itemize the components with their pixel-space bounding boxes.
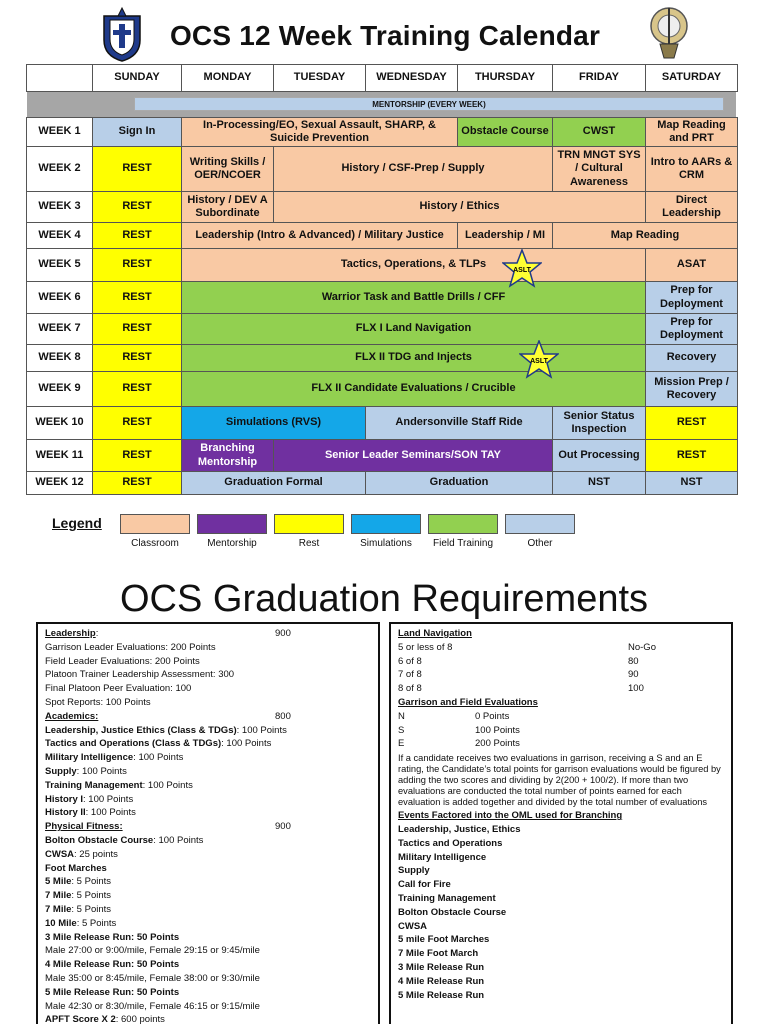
requirement-value: 100 Points [475, 724, 520, 736]
requirement-row [398, 696, 724, 710]
week-row [27, 282, 738, 314]
requirement-row [398, 975, 724, 989]
requirement-row [398, 906, 724, 920]
week-row [27, 147, 738, 192]
week-label: WEEK 12 [27, 472, 93, 495]
calendar-cell: TRN MNGT SYS / Cultural Awareness [553, 147, 646, 192]
requirement-text: Events Factored into the OML used for Branching [398, 810, 623, 822]
requirement-row [45, 641, 371, 655]
calendar-cell: Andersonville Staff Ride [366, 407, 553, 440]
requirement-text: N [398, 710, 405, 722]
requirement-row [45, 793, 371, 807]
requirement-text: Bolton Obstacle Course [398, 906, 507, 918]
aslt-star-icon [519, 340, 559, 380]
calendar-cell: REST [93, 372, 182, 407]
day-header: TUESDAY [274, 65, 366, 92]
day-header: SATURDAY [646, 65, 738, 92]
week-row [27, 249, 738, 282]
calendar-cell: REST [93, 407, 182, 440]
requirement-row [398, 655, 724, 669]
requirement-row [45, 862, 371, 876]
training-calendar [26, 64, 738, 495]
calendar-cell: Branching Mentorship [182, 440, 274, 472]
requirement-row [398, 961, 724, 975]
calendar-cell: CWST [553, 118, 646, 147]
requirement-text: : 100 Points [142, 779, 193, 791]
week-row [27, 407, 738, 440]
requirement-value: 90 [628, 669, 639, 681]
day-header: SUNDAY [93, 65, 182, 92]
requirement-row [398, 823, 724, 837]
requirement-text: Platoon Trainer Leadership Assessment: 300 [45, 669, 235, 681]
requirement-row [45, 655, 371, 669]
legend-title: Legend [52, 515, 102, 531]
calendar-cell: Sign In [93, 118, 182, 147]
calendar-cell: NST [646, 472, 738, 495]
requirement-text: 5 mile Foot Marches [398, 934, 490, 946]
requirement-row [398, 737, 724, 751]
requirement-text: Male 42:30 or 8:30/mile, Female 46:15 or 9:15/mile [45, 1000, 260, 1012]
week-label: WEEK 4 [27, 223, 93, 249]
requirement-text: CWSA [398, 920, 428, 932]
requirement-text: Tactics and Operations (Class & TDGs) [45, 738, 222, 750]
requirement-text: 10 Mile [45, 917, 77, 929]
requirement-row [45, 668, 371, 682]
requirement-text: 5 Mile [45, 876, 72, 888]
requirement-text: : 100 Points [153, 834, 204, 846]
calendar-cell: Senior Status Inspection [553, 407, 646, 440]
legend-swatch [274, 514, 344, 534]
requirement-text: Male 35:00 or 8:45/mile, Female 38:00 or 9:30/mile [45, 972, 260, 984]
calendar-cell: REST [93, 147, 182, 192]
requirements-left-panel [36, 622, 380, 1024]
requirement-row [398, 878, 724, 892]
requirement-row [398, 851, 724, 865]
calendar-cell: FLX II TDG and Injects [182, 345, 646, 372]
calendar-cell: History / CSF-Prep / Supply [274, 147, 553, 192]
requirement-text: : 100 Points [236, 724, 287, 736]
requirement-row [45, 944, 371, 958]
week-label: WEEK 2 [27, 147, 93, 192]
requirement-text: Final Platoon Peer Evaluation: 100 [45, 683, 192, 695]
week-label: WEEK 5 [27, 249, 93, 282]
requirement-value: 80 [628, 655, 639, 667]
day-header: FRIDAY [553, 65, 646, 92]
calendar-cell: REST [646, 440, 738, 472]
requirement-text: 5 Mile Release Run [398, 989, 485, 1001]
calendar-cell: Direct Leadership [646, 192, 738, 223]
requirement-text: Supply [398, 865, 430, 877]
requirement-text: 3 Mile Release Run: 50 Points [45, 931, 180, 943]
requirement-row [398, 892, 724, 906]
requirement-row [45, 751, 371, 765]
calendar-cell: REST [646, 407, 738, 440]
calendar-cell: Prep for Deployment [646, 282, 738, 314]
week-label: WEEK 11 [27, 440, 93, 472]
requirement-text: 4 Mile Release Run [398, 975, 485, 987]
day-header: WEDNESDAY [366, 65, 458, 92]
requirement-text: : 100 Points [83, 793, 134, 805]
week-label: WEEK 3 [27, 192, 93, 223]
calendar-cell: REST [93, 192, 182, 223]
requirement-text: Leadership [45, 628, 96, 639]
calendar-cell: Mission Prep / Recovery [646, 372, 738, 407]
requirement-text: : 5 Points [71, 876, 112, 888]
mentorship-band: MENTORSHIP (EVERY WEEK) [134, 97, 724, 111]
legend-label: Simulations [360, 538, 412, 549]
corner-cell [27, 65, 93, 92]
requirement-text: 8 of 8 [398, 683, 422, 695]
week-label: WEEK 8 [27, 345, 93, 372]
requirement-row [45, 917, 371, 931]
requirement-text: Spot Reports: 100 Points [45, 696, 151, 708]
requirement-row [398, 933, 724, 947]
calendar-cell: Tactics, Operations, & TLPs [182, 249, 646, 282]
requirement-row [45, 958, 371, 972]
requirement-text: Foot Marches [45, 862, 107, 874]
requirement-text: 3 Mile Release Run [398, 961, 485, 973]
requirement-text: : 5 Points [71, 890, 112, 902]
requirement-text: Training Management [398, 892, 496, 904]
requirement-text: Bolton Obstacle Course [45, 834, 154, 846]
calendar-cell: Graduation [366, 472, 553, 495]
week-row [27, 345, 738, 372]
calendar-cell: REST [93, 249, 182, 282]
requirement-text: : 100 Points [221, 738, 272, 750]
calendar-cell: Map Reading and PRT [646, 118, 738, 147]
requirement-text: Supply [45, 765, 77, 777]
requirement-row [45, 972, 371, 986]
requirement-text: Garrison and Field Evaluations [398, 696, 538, 708]
requirement-text: 7 Mile [45, 903, 72, 915]
requirement-value: 900 [275, 628, 291, 639]
calendar-cell: Warrior Task and Battle Drills / CFF [182, 282, 646, 314]
requirement-value: 100 [628, 683, 644, 695]
week-row [27, 314, 738, 345]
requirement-value: 900 [275, 821, 291, 833]
calendar-cell: Graduation Formal [182, 472, 366, 495]
requirement-row [45, 737, 371, 751]
requirement-text: : 5 Points [76, 917, 117, 929]
requirement-text: 7 of 8 [398, 669, 422, 681]
legend-swatch [505, 514, 575, 534]
requirement-row [45, 986, 371, 1000]
requirement-row [398, 920, 724, 934]
requirement-value: 800 [275, 710, 291, 722]
legend-label: Mentorship [207, 538, 257, 549]
requirement-text: : 100 Points [76, 765, 127, 777]
calendar-cell: Leadership (Intro & Advanced) / Military Justice [182, 223, 458, 249]
requirement-text: Academics: [45, 710, 99, 722]
day-header: THURSDAY [458, 65, 553, 92]
calendar-cell: NST [553, 472, 646, 495]
calendar-cell: Writing Skills / OER/NCOER [182, 147, 274, 192]
calendar-cell: History / Ethics [274, 192, 646, 223]
requirement-text: 7 Mile Foot March [398, 948, 479, 960]
requirement-text: : 600 points [115, 1014, 165, 1024]
week-label: WEEK 10 [27, 407, 93, 440]
requirement-row [45, 682, 371, 696]
calendar-cell: FLX II Candidate Evaluations / Crucible [182, 372, 646, 407]
calendar-cell: REST [93, 440, 182, 472]
requirement-row [398, 641, 724, 655]
calendar-cell: Obstacle Course [458, 118, 553, 147]
week-label: WEEK 7 [27, 314, 93, 345]
requirement-text: 5 or less of 8 [398, 641, 453, 653]
requirement-text: 7 Mile [45, 890, 72, 902]
aslt-star-icon [502, 249, 542, 289]
requirement-row [45, 724, 371, 738]
requirement-row [45, 875, 371, 889]
aslt-badge-label: ASLT [530, 358, 548, 365]
calendar-cell: Simulations (RVS) [182, 407, 366, 440]
requirement-row [45, 848, 371, 862]
requirement-row [398, 809, 724, 823]
requirement-row [45, 779, 371, 793]
requirement-text: 5 Mile Release Run: 50 Points [45, 986, 180, 998]
requirement-text: APFT Score X 2 [45, 1014, 116, 1024]
legend-label: Field Training [432, 538, 494, 549]
requirement-row [398, 668, 724, 682]
calendar-cell: Intro to AARs & CRM [646, 147, 738, 192]
aslt-badge-label: ASLT [513, 267, 531, 274]
requirement-row [45, 1000, 371, 1014]
requirement-row [398, 710, 724, 724]
requirement-text: Military Intelligence [398, 851, 487, 863]
calendar-cell: Prep for Deployment [646, 314, 738, 345]
requirement-text: Physical Fitness: [45, 821, 123, 833]
legend-label: Classroom [131, 538, 179, 549]
requirement-text: Leadership, Justice, Ethics [398, 823, 521, 835]
page-title: OCS 12 Week Training Calendar [169, 20, 601, 51]
requirement-row [45, 889, 371, 903]
week-row [27, 223, 738, 249]
requirement-row [45, 806, 371, 820]
requirement-row [45, 820, 371, 834]
legend-swatch [197, 514, 267, 534]
legend-label: Other [527, 538, 553, 549]
requirement-text: 4 Mile Release Run: 50 Points [45, 959, 180, 971]
requirement-row [45, 710, 371, 724]
calendar-cell: ASAT [646, 249, 738, 282]
calendar-cell: REST [93, 314, 182, 345]
requirement-text: : [95, 628, 99, 639]
requirement-text: Tactics and Operations [398, 837, 503, 849]
requirement-value: 0 Points [475, 710, 510, 722]
requirement-text: Field Leader Evaluations: 200 Points [45, 655, 200, 667]
requirement-text: History II [45, 807, 86, 819]
calendar-cell: REST [93, 282, 182, 314]
calendar-cell: REST [93, 472, 182, 495]
requirement-text: Leadership, Justice Ethics (Class & TDGs) [45, 724, 237, 736]
requirement-value: No-Go [628, 641, 656, 653]
calendar-cell: FLX I Land Navigation [182, 314, 646, 345]
calendar-cell: Leadership / MI [458, 223, 553, 249]
week-row [27, 192, 738, 223]
requirement-text: Male 27:00 or 9:00/mile, Female 29:15 or 9:45/mile [45, 945, 260, 957]
evaluation-note: If a candidate receives two evaluations in garrison, receiving a S and an E rating, the Candidate’s total points for garrison evaluations would be figured by adding the two scores and dividing by 2(200 + 100/2). If more than two evaluations are conducted the total number of points earned for each evaluation is added together and divided by the total number of evaluations [398, 753, 721, 808]
requirement-row [398, 724, 724, 738]
requirements-right-panel [389, 622, 733, 1024]
requirement-row [398, 682, 724, 696]
requirement-text: Call for Fire [398, 879, 451, 891]
requirement-text: CWSA [45, 848, 75, 860]
requirements-title: OCS Graduation Requirements [119, 578, 649, 620]
week-label: WEEK 1 [27, 118, 93, 147]
requirement-row [398, 837, 724, 851]
calendar-cell: Out Processing [553, 440, 646, 472]
calendar-cell: Map Reading [553, 223, 738, 249]
legend-swatch [120, 514, 190, 534]
calendar-cell: History / DEV A Subordinate [182, 192, 274, 223]
requirement-text: History I [45, 793, 84, 805]
requirement-text: : 100 Points [133, 752, 184, 764]
week-row [27, 372, 738, 407]
calendar-cell: Recovery [646, 345, 738, 372]
week-row [27, 440, 738, 472]
calendar-cell: REST [93, 223, 182, 249]
ocs-crest-icon [100, 6, 144, 62]
week-row [27, 118, 738, 147]
day-header: MONDAY [182, 65, 274, 92]
requirement-row [398, 989, 724, 1003]
infantry-crest-icon [646, 4, 692, 62]
legend-swatch [428, 514, 498, 534]
requirement-text: : 5 Points [71, 903, 112, 915]
requirement-row [45, 627, 371, 641]
legend-label: Rest [298, 538, 320, 549]
requirement-text: : 25 points [74, 848, 118, 860]
requirement-text: S [398, 724, 405, 736]
requirement-text: 6 of 8 [398, 655, 422, 667]
requirement-row [45, 903, 371, 917]
requirement-row [398, 864, 724, 878]
requirement-row [398, 627, 724, 641]
requirement-value: 200 Points [475, 738, 520, 750]
requirement-text: Garrison Leader Evaluations: 200 Points [45, 641, 216, 653]
calendar-cell: Senior Leader Seminars/SON TAY [274, 440, 553, 472]
week-label: WEEK 6 [27, 282, 93, 314]
week-label: WEEK 9 [27, 372, 93, 407]
requirement-row [45, 765, 371, 779]
requirement-text: Land Navigation [398, 628, 472, 639]
requirement-row [45, 1013, 371, 1024]
requirement-text: E [398, 738, 405, 750]
requirement-row [45, 931, 371, 945]
requirement-text: Training Management [45, 779, 143, 791]
week-row [27, 472, 738, 495]
calendar-cell: In-Processing/EO, Sexual Assault, SHARP, & Suicide Prevention [182, 118, 458, 147]
requirement-row [45, 696, 371, 710]
requirement-row [398, 947, 724, 961]
legend-swatch [351, 514, 421, 534]
calendar-cell: REST [93, 345, 182, 372]
requirement-text: : 100 Points [85, 807, 136, 819]
requirement-text: Military Intelligence [45, 752, 134, 764]
requirement-row [45, 834, 371, 848]
